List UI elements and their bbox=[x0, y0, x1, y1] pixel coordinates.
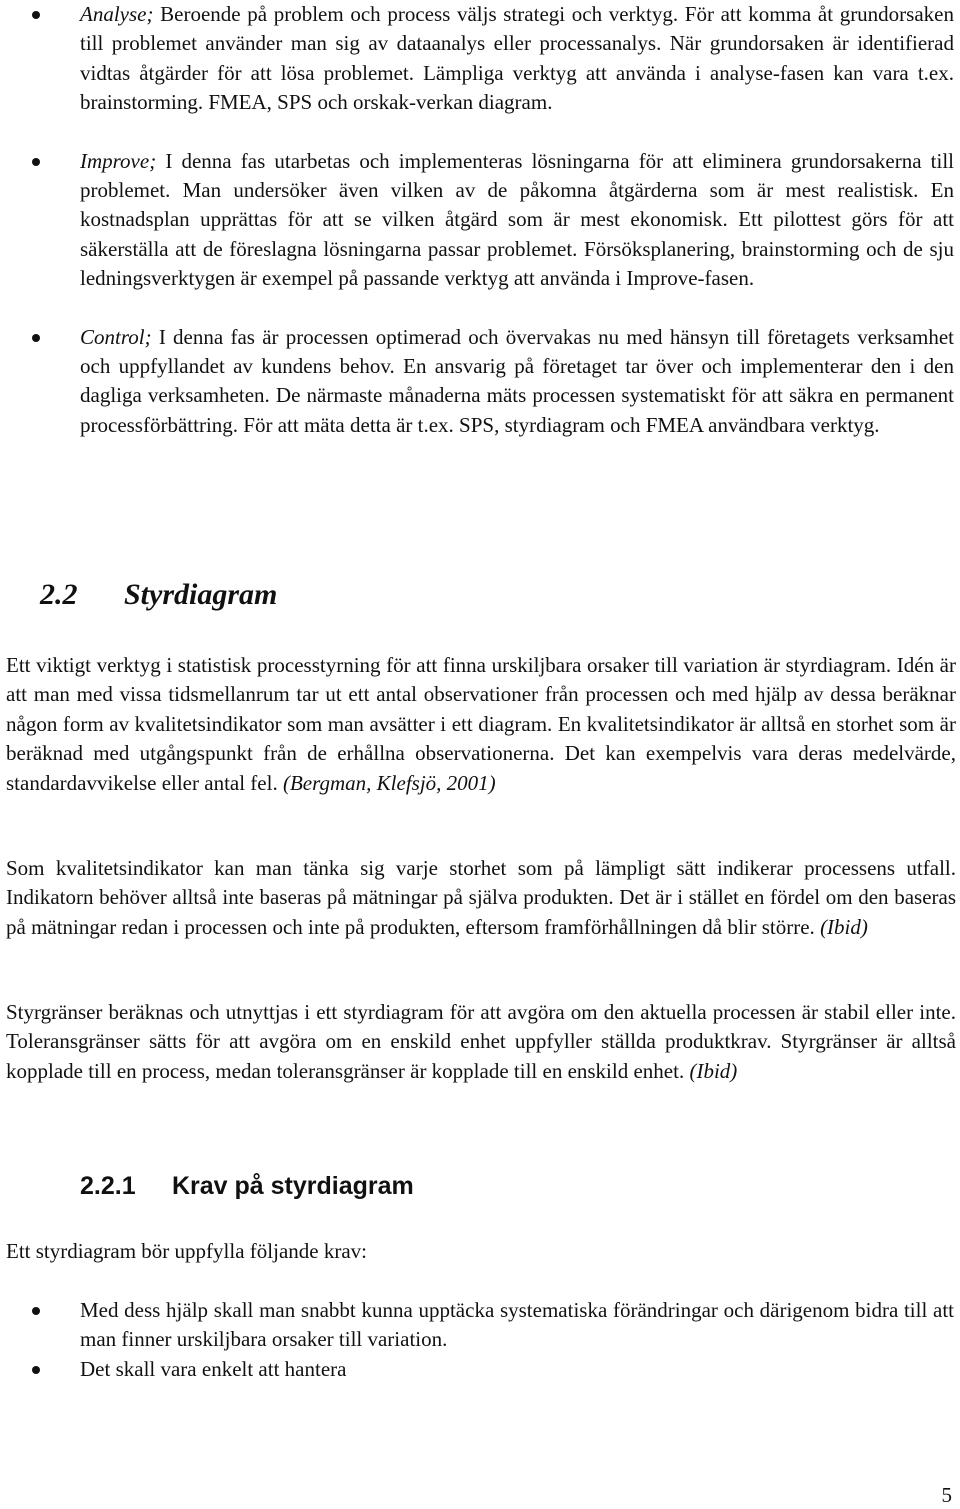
paragraph-text: Styrgränser beräknas och utnyttjas i ett styrdiagram för att avgöra om den aktuella processen är stabil eller inte. Toleransgränser sätts för att avgöra om en enskild enhet uppfyller ställda produktkrav. Styrgränser är alltså kopplade till en process, medan toleransgränser är kopplade till en enskild enhet. bbox=[6, 1000, 956, 1083]
requirements-intro bbox=[6, 1237, 956, 1266]
phase-text: Beroende på problem och process väljs strategi och verktyg. För att komma åt grundorsaken till problemet använder man sig av dataanalys eller processanalys. När grundorsaken är identifierad vidtas åtgärder för att lösa problemet. Lämpliga verktyg att använda i analyse-fasen kan vara t.ex. brainstorming. FMEA, SPS och orskak-verkan diagram. bbox=[80, 2, 954, 115]
phase-item-analyse bbox=[0, 0, 960, 118]
bullet-icon bbox=[32, 11, 40, 19]
phase-item-improve bbox=[0, 147, 960, 294]
paragraph-text: Ett styrdiagram bör uppfylla följande krav: bbox=[6, 1239, 367, 1263]
subsection-number: 2.2.1 bbox=[80, 1172, 136, 1200]
paragraph-styrdiagram-intro bbox=[6, 651, 956, 798]
phase-term: Improve; bbox=[80, 148, 157, 173]
citation: (Ibid) bbox=[689, 1058, 738, 1083]
paragraph-styrgranser bbox=[6, 998, 956, 1086]
phase-text: I denna fas utarbetas och implementeras lösningarna för att eliminera grundorsakerna till problemet. Man undersöker även vilken av de påkomna åtgärderna som är mest realistisk. En kostnadsplan upprättas för att se vilken åtgärd som är mest ekonomisk. Ett pilottest görs för att säkerställa att de föreslagna lösningarna passar problemet. Försöksplanering, brainstorming och de sju ledningsverktygen är exempel på passande verktyg att använda i Improve-fasen. bbox=[80, 148, 954, 291]
requirement-item bbox=[0, 1296, 960, 1355]
paragraph-kvalitetsindikator bbox=[6, 854, 956, 942]
requirement-item bbox=[0, 1355, 960, 1384]
section-heading bbox=[40, 575, 277, 615]
section-number: 2.2 bbox=[40, 578, 78, 611]
paragraph-text: Ett viktigt verktyg i statistisk processtyrning för att finna urskiljbara orsaker till variation är styrdiagram. Idén är att man med vissa tidsmellanrum tar ut ett antal observationer från processen och med hjälp av dessa beräknar någon form av kvalitetsindikator som man avsätter i ett diagram. En kvalitetsindikator är alltså en storhet som är beräknad med utgångspunkt från de erhållna observationerna. Det kan exempelvis vara deras medelvärde, standardavvikelse eller antal fel. bbox=[6, 653, 956, 795]
citation: (Ibid) bbox=[820, 914, 868, 939]
subsection-heading bbox=[80, 1168, 414, 1204]
page-number: 5 bbox=[941, 1483, 952, 1507]
requirements-list bbox=[0, 1296, 960, 1384]
bullet-icon bbox=[32, 334, 40, 342]
phase-bullet-list bbox=[0, 0, 960, 440]
phase-term: Analyse; bbox=[80, 2, 154, 26]
phase-item-control bbox=[0, 323, 960, 441]
bullet-icon bbox=[32, 158, 40, 166]
subsection-title: Krav på styrdiagram bbox=[172, 1172, 414, 1200]
phase-text: I denna fas är processen optimerad och övervakas nu med hänsyn till företagets verksamhet och uppfyllandet av kundens behov. En ansvarig på företaget tar över och implementerar den i den dagliga verksamheten. De närmaste månaderna mäts processen systematiskt för att säkra en permanent processförbättring. För att mäta detta är t.ex. SPS, styrdiagram och FMEA användbara verktyg. bbox=[80, 324, 954, 437]
bullet-icon bbox=[32, 1307, 40, 1315]
requirement-text: Med dess hjälp skall man snabbt kunna upptäcka systematiska förändringar och därigenom bidra till att man finner urskiljbara orsaker till variation. bbox=[80, 1298, 954, 1352]
bullet-icon bbox=[32, 1366, 40, 1374]
requirement-text: Det skall vara enkelt att hantera bbox=[80, 1356, 347, 1381]
phase-term: Control; bbox=[80, 324, 152, 349]
paragraph-text: Som kvalitetsindikator kan man tänka sig varje storhet som på lämpligt sätt indikerar processens utfall. Indikatorn behöver alltså inte baseras på mätningar på själva produkten. Det är i stället en fördel om den baseras på mätningar redan i processen och inte på produkten, eftersom framförhållningen då blir större. bbox=[6, 856, 956, 939]
section-title: Styrdiagram bbox=[124, 578, 278, 611]
citation: (Bergman, Klefsjö, 2001) bbox=[282, 770, 496, 795]
